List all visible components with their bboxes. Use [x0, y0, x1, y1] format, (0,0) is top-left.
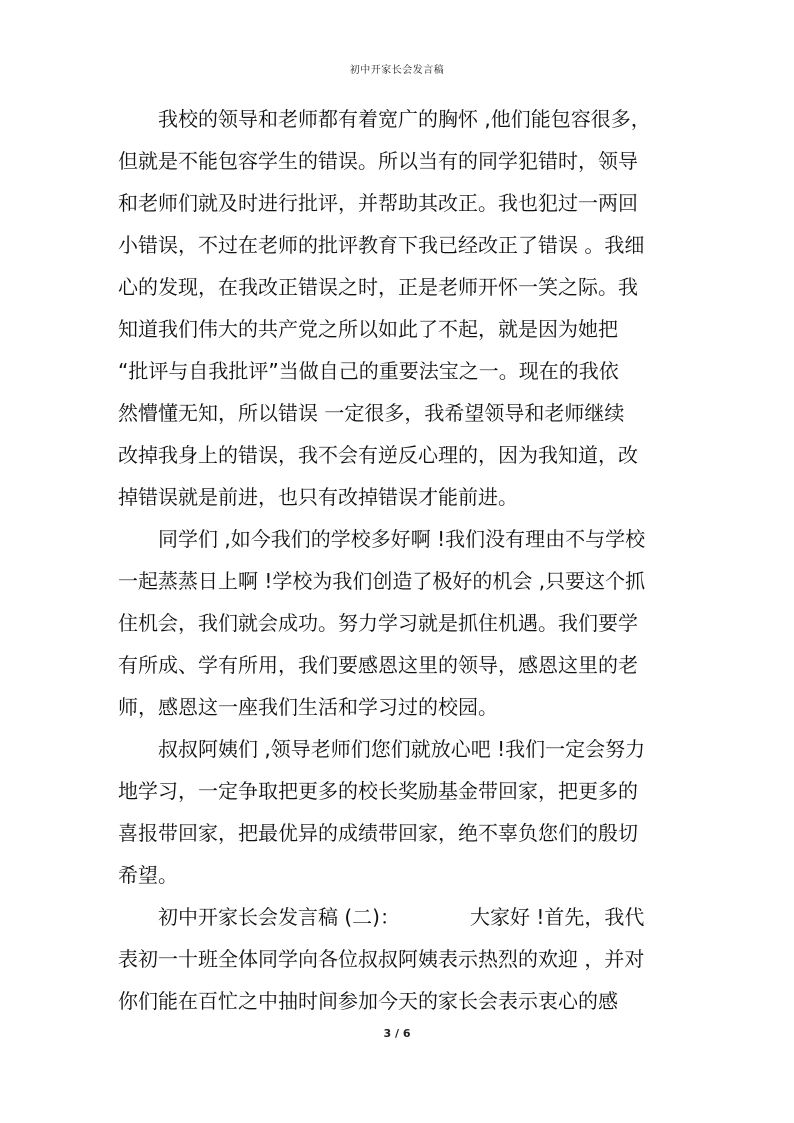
text-line: 地学习，一定争取把更多的校长奖励基金带回家，把更多的 [118, 779, 638, 803]
text-line: 喜报带回家，把最优异的成绩带回家，绝不辜负您们的殷切 [118, 821, 638, 845]
text-line: 然懵懂无知，所以错误 一定很多，我希望领导和老师继续 [118, 401, 625, 425]
text-line: 但就是不能包容学生的错误。所以当有的同学犯错时，领导 [118, 149, 638, 173]
text-line: 希望。 [118, 863, 178, 887]
text-line: 你们能在百忙之中抽时间参加今天的家长会表示衷心的感 [118, 989, 618, 1013]
document-body [118, 101, 678, 1025]
page-header: 初中开家长会发言稿 [349, 65, 445, 76]
text-line: 掉错误就是前进，也只有改掉错误才能前进。 [118, 485, 518, 509]
text-line: 和老师们就及时进行批评，并帮助其改正。我也犯过一两回 [118, 191, 638, 215]
text-line: 同学们 ,如今我们的学校多好啊 !我们没有理由不与学校 [118, 527, 646, 551]
text-line: 初中开家长会发言稿 (二)： 大家好 !首先，我代 [118, 905, 645, 929]
text-line: 心的发现，在我改正错误之时，正是老师开怀一笑之际。我 [118, 275, 638, 299]
text-line: 师，感恩这一座我们生活和学习过的校园。 [118, 695, 498, 719]
page-number: 3 / 6 [383, 1027, 411, 1040]
text-line: “批评与自我批评”当做自己的重要法宝之一。现在的我依 [118, 359, 619, 383]
text-line: 住机会，我们就会成功。努力学习就是抓住机遇。我们要学 [118, 611, 638, 635]
text-line: 一起蒸蒸日上啊 !学校为我们创造了极好的机会 ,只要这个抓 [118, 569, 646, 593]
text-line: 我校的领导和老师都有着宽广的胸怀 ,他们能包容很多， [118, 107, 651, 131]
text-line: 有所成、学有所用，我们要感恩这里的领导，感恩这里的老 [118, 653, 638, 677]
text-line: 知道我们伟大的共产党之所以如此了不起，就是因为她把 [118, 317, 618, 341]
text-line: 叔叔阿姨们 ,领导老师们您们就放心吧 !我们一定会努力 [118, 737, 646, 761]
text-line: 改掉我身上的错误，我不会有逆反心理的，因为我知道，改 [118, 443, 638, 467]
text-line: 小错误，不过在老师的批评教育下我已经改正了错误 。我细 [118, 233, 645, 257]
text-line: 表初一十班全体同学向各位叔叔阿姨表示热烈的欢迎 ，并对 [118, 947, 645, 971]
